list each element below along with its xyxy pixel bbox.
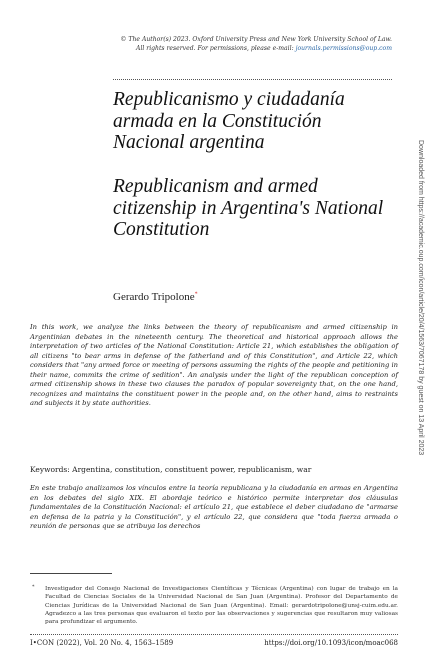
journal-citation: I•CON (2022), Vol. 20 No. 4, 1563–1589: [30, 639, 174, 647]
permissions-line: [62, 44, 392, 53]
author-name: [113, 291, 198, 303]
author-footnote: [32, 584, 398, 626]
copyright-notice: [62, 35, 392, 53]
abstract-spanish: En este trabajo analizamos los vínculos entre la teoría republicana y la ciudadanía en armas en Argentina en los debates del siglo XIX. El abordaje teórico e histórico permite interpretar dos cláusulas fundamentales de la Constitución Nacional: el artículo 21, que establece el deber ciudadano de "armarse en defensa de la patria y la Constitución", y el artículo 22, que considera que "toda fuerza armada o reunión de personas que se atribuya los derechos: [30, 484, 398, 531]
doi-link[interactable]: https://doi.org/10.1093/icon/moac068: [264, 639, 398, 647]
download-watermark: Downloaded from https://academic.oup.com/icon/article/20/4/1563/7067178 by guest on 13 April 2023: [417, 140, 424, 456]
keywords-list: Argentina, constitution, constituent power, republicanism, war: [72, 465, 312, 474]
keywords-label: Keywords:: [30, 465, 70, 474]
title-spanish: Republicanismo y ciudadanía armada en la Constitución Nacional argentina: [113, 89, 345, 153]
copyright-line: © The Author(s) 2023. Oxford University Press and New York University School of Law.: [120, 36, 392, 43]
footnote-text: Investigador del Consejo Nacional de Investigaciones Científicas y Técnicas (Argentina) con lugar de trabajo en la Facultad de Ciencias Sociales de la Universidad Nacional de San Juan (Argentina). Profesor del Departamento de Ciencias Jurídicas de la Universidad Nacional de San Juan (Argentina). Email: gerardotripolone@unsj-cuim.edu.ar. Agradezco a las tres personas que evaluaron el texto por las observaciones y sugerencias que resultaron muy valiosas para profundizar el argumento.: [45, 586, 398, 626]
permissions-email-link[interactable]: journals.permissions@oup.com: [295, 45, 392, 52]
abstract-english: In this work, we analyze the links between the theory of republicanism and armed citizenship in Argentinian debates in the nineteenth century. The theoretical and historical approach allows the interpretation of two articles of the National Constitution: Article 21, which establishes the obligation of all citizens "to bear arms in defense of the fatherland and of this Constitution", and Article 22, which considers that "any armed force or meeting of persons assuming the rights of the people and petitioning in their name, commits the crime of sedition". An analysis under the light of the republican conception of armed citizenship shows in these two clauses the paradox of popular sovereignty that, on the one hand, recognizes and maintains the constituent power in the people and, on the other hand, aims to restraints and subjects it by state authorities.: [30, 323, 398, 408]
author-footnote-marker[interactable]: *: [194, 291, 198, 298]
footnote-divider: [30, 573, 112, 574]
author-name-text: Gerardo Tripolone: [113, 291, 195, 303]
footer-divider: [30, 634, 398, 635]
title-english: Republicanism and armed citizenship in Argentina's National Constitution: [113, 176, 384, 240]
permissions-prefix: All rights reserved. For permissions, please e-mail:: [136, 45, 296, 52]
keywords: [30, 465, 311, 474]
header-divider: [113, 79, 392, 80]
footnote-marker: *: [32, 584, 35, 590]
